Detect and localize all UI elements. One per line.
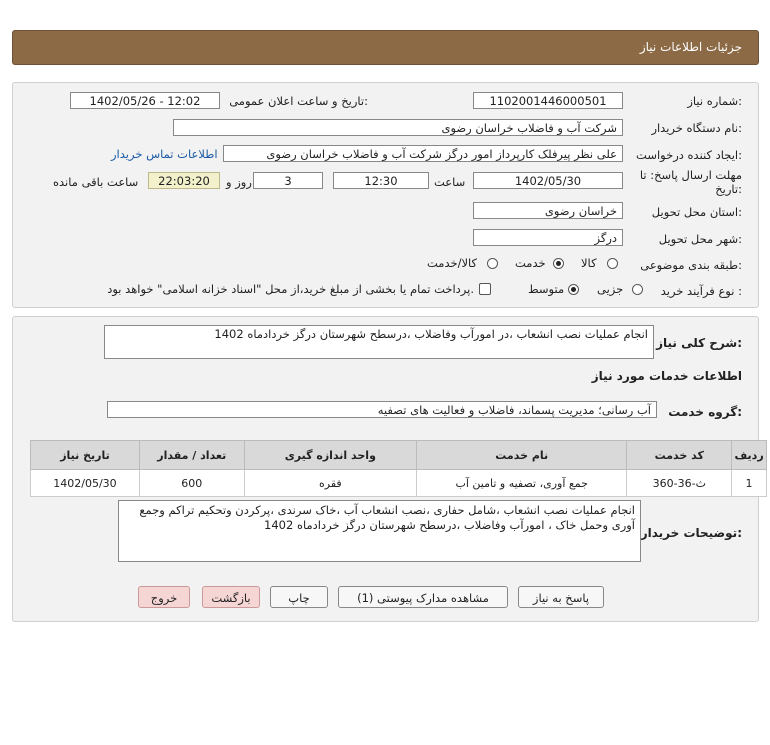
- purchase-option-minor: جزیی: [597, 282, 624, 296]
- cell-row: 1: [732, 470, 767, 497]
- col-date: تاریخ نیاز: [31, 441, 140, 470]
- category-radio-service[interactable]: [553, 258, 564, 269]
- purchase-radio-minor[interactable]: [632, 284, 643, 295]
- attachments-button[interactable]: مشاهده مدارک پیوستی (1): [338, 586, 508, 608]
- buyer-notes-label: توضیحات خریدار:: [640, 526, 742, 540]
- category-radio-goods[interactable]: [607, 258, 618, 269]
- category-radio-goods-service[interactable]: [487, 258, 498, 269]
- summary-label: شرح کلی نیاز:: [656, 336, 742, 350]
- announce-field: 1402/05/26 - 12:02: [70, 92, 220, 109]
- deadline-label-2: تاریخ:: [715, 182, 742, 196]
- treasury-checkbox[interactable]: [479, 283, 491, 295]
- cell-date: 1402/05/30: [31, 470, 140, 497]
- buyer-org-label: نام دستگاه خریدار:: [651, 121, 742, 135]
- need-info-panel: [12, 82, 759, 308]
- col-name: نام خدمت: [417, 441, 627, 470]
- city-field: درگز: [473, 229, 623, 246]
- purchase-option-medium: متوسط: [528, 282, 565, 296]
- col-unit: واحد اندازه گیری: [244, 441, 416, 470]
- deadline-time-label: ساعت: [434, 175, 466, 189]
- service-group-label: گروه خدمت:: [668, 405, 742, 419]
- requester-field: علی نظر پیرفلک کارپرداز امور درگز شرکت آب و فاضلاب خراسان رضوی: [223, 145, 623, 162]
- table-row: [31, 470, 767, 497]
- cell-code: ث-36-360: [627, 470, 732, 497]
- deadline-time-field: 12:30: [333, 172, 429, 189]
- summary-field: انجام عملیات نصب انشعاب ،در امورآب وفاضلاب ،درسطح شهرستان درگز خردادماه 1402: [104, 325, 654, 359]
- need-number-label: شماره نیاز:: [687, 94, 742, 108]
- purchase-radio-medium[interactable]: [568, 284, 579, 295]
- province-field: خراسان رضوی: [473, 202, 623, 219]
- deadline-label-1: مهلت ارسال پاسخ: تا: [639, 168, 742, 182]
- category-option-goods-service: کالا/خدمت: [427, 256, 478, 270]
- col-row: ردیف: [732, 441, 767, 470]
- remaining-label: ساعت باقی مانده: [53, 175, 139, 189]
- days-field: 3: [253, 172, 323, 189]
- deadline-date-field: 1402/05/30: [473, 172, 623, 189]
- cell-unit: فقره: [244, 470, 416, 497]
- services-table-header: [31, 441, 767, 470]
- category-option-service: خدمت: [515, 256, 546, 270]
- days-label: روز و: [226, 175, 252, 189]
- back-button[interactable]: بازگشت: [202, 586, 260, 608]
- category-label: طبقه بندی موضوعی:: [640, 258, 742, 272]
- services-table: [30, 440, 767, 497]
- announce-label: تاریخ و ساعت اعلان عمومی:: [229, 94, 368, 108]
- remaining-time-field: 22:03:20: [148, 172, 220, 189]
- service-group-field: آب رسانی؛ مدیریت پسماند، فاضلاب و فعالیت های تصفیه: [107, 401, 657, 418]
- cell-qty: 600: [139, 470, 244, 497]
- buyer-org-field: شرکت آب و فاضلاب خراسان رضوی: [173, 119, 623, 136]
- category-option-goods: کالا: [581, 256, 597, 270]
- buyer-notes-field: انجام عملیات نصب انشعاب ،شامل حفاری ،نصب انشعاب آب ،خاک سرندی ،پرکردن وتحکیم تراکم وجمع آوری وحمل خاک ، امورآب وفاضلاب ،درسطح شهرستان درگز خردادماه 1402: [118, 500, 641, 562]
- page-title: جزئیات اطلاعات نیاز: [639, 40, 742, 54]
- cell-name: جمع آوری، تصفیه و تامین آب: [417, 470, 627, 497]
- city-label: شهر محل تحویل:: [658, 232, 742, 246]
- buyer-contact-link[interactable]: اطلاعات تماس خریدار: [111, 147, 218, 161]
- services-section-title: اطلاعات خدمات مورد نیاز: [591, 369, 742, 383]
- purchase-type-label: نوع فرآیند خرید :: [660, 284, 742, 298]
- province-label: استان محل تحویل:: [651, 205, 742, 219]
- exit-button[interactable]: خروج: [138, 586, 190, 608]
- need-number-field: 1102001446000501: [473, 92, 623, 109]
- print-button[interactable]: چاپ: [270, 586, 328, 608]
- reply-button[interactable]: پاسخ به نیاز: [518, 586, 604, 608]
- treasury-note: پرداخت تمام یا بخشی از مبلغ خرید،از محل "اسناد خزانه اسلامی" خواهد بود.: [107, 282, 474, 296]
- col-code: کد خدمت: [627, 441, 732, 470]
- page-title-bar: [12, 30, 759, 65]
- requester-label: ایجاد کننده درخواست:: [636, 148, 742, 162]
- col-qty: تعداد / مقدار: [139, 441, 244, 470]
